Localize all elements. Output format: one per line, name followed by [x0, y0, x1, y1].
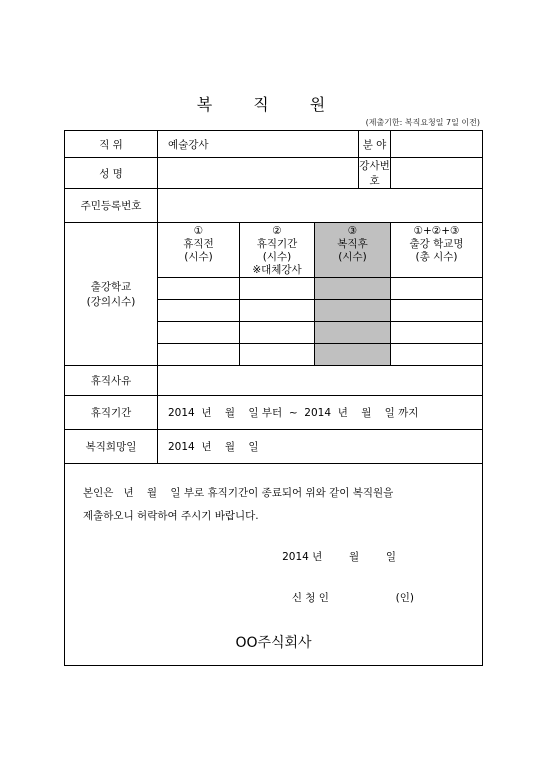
- cell[interactable]: [240, 344, 315, 366]
- cell[interactable]: [158, 344, 240, 366]
- cell[interactable]: [391, 278, 483, 300]
- return-date-value[interactable]: 2014 년 월 일: [158, 430, 483, 464]
- header-during-leave: [240, 223, 315, 278]
- field-label: 분 야: [359, 131, 391, 158]
- cell[interactable]: [315, 322, 391, 344]
- submission-deadline-note: (제출기한: 복직요청일 7일 이전): [365, 118, 480, 127]
- header-line3: ※대체강사: [252, 264, 302, 276]
- position-label: 직 위: [65, 131, 158, 158]
- cell[interactable]: [158, 300, 240, 322]
- header-num: ①: [193, 225, 204, 237]
- period-label: 휴직기간: [65, 396, 158, 430]
- header-line1: 휴직기간: [256, 238, 298, 250]
- cell[interactable]: [240, 278, 315, 300]
- statement-section: [65, 464, 483, 666]
- name-value[interactable]: [158, 158, 359, 189]
- cell[interactable]: [391, 344, 483, 366]
- statement-date: 2014 년 월 일: [282, 551, 397, 563]
- return-date-label: 복직희망일: [65, 430, 158, 464]
- field-value[interactable]: [391, 131, 483, 158]
- company-name: OO주식회사: [235, 635, 312, 651]
- header-line1: 출강 학교명: [409, 238, 464, 250]
- cell[interactable]: [315, 344, 391, 366]
- header-line2: (시수): [262, 251, 292, 263]
- instructor-no-label: 강사번호: [359, 158, 391, 189]
- position-value[interactable]: 예술강사: [158, 131, 359, 158]
- header-line2: (시수): [184, 251, 213, 263]
- cell[interactable]: [315, 278, 391, 300]
- cell[interactable]: [158, 278, 240, 300]
- school-label: [65, 223, 158, 366]
- cell[interactable]: [240, 322, 315, 344]
- header-line2: (총 시수): [415, 251, 458, 263]
- header-num: ①+②+③: [413, 225, 460, 237]
- school-label-line2: (강의시수): [86, 296, 136, 308]
- header-line1: 복직후: [337, 238, 368, 250]
- cell[interactable]: [158, 322, 240, 344]
- header-num: ③: [347, 225, 358, 237]
- header-line2: (시수): [338, 251, 367, 263]
- resident-no-label: 주민등록번호: [65, 189, 158, 223]
- statement-line2: 제출하오니 허락하여 주시기 바랍니다.: [83, 510, 259, 522]
- header-before-leave: [158, 223, 240, 278]
- header-num: ②: [272, 225, 282, 237]
- header-school-name: [391, 223, 483, 278]
- document-title: 복 직 원: [196, 95, 344, 114]
- statement-line1: 본인은 년 월 일 부로 휴직기간이 종료되어 위와 같이 복직원을: [83, 487, 394, 499]
- school-label-line1: 출강학교: [90, 281, 132, 293]
- applicant-signature: 신 청 인 (인): [291, 592, 415, 604]
- header-after-return: [315, 223, 391, 278]
- resident-no-value[interactable]: [158, 189, 483, 223]
- cell[interactable]: [315, 300, 391, 322]
- cell[interactable]: [240, 300, 315, 322]
- reason-label: 휴직사유: [65, 366, 158, 396]
- cell[interactable]: [391, 300, 483, 322]
- header-line1: 휴직전: [183, 238, 214, 250]
- reason-value[interactable]: [158, 366, 483, 396]
- period-value[interactable]: 2014 년 월 일 부터 ~ 2014 년 월 일 까지: [158, 396, 483, 430]
- instructor-no-value[interactable]: [391, 158, 483, 189]
- name-label: 성 명: [65, 158, 158, 189]
- cell[interactable]: [391, 322, 483, 344]
- return-to-work-form: [64, 130, 483, 666]
